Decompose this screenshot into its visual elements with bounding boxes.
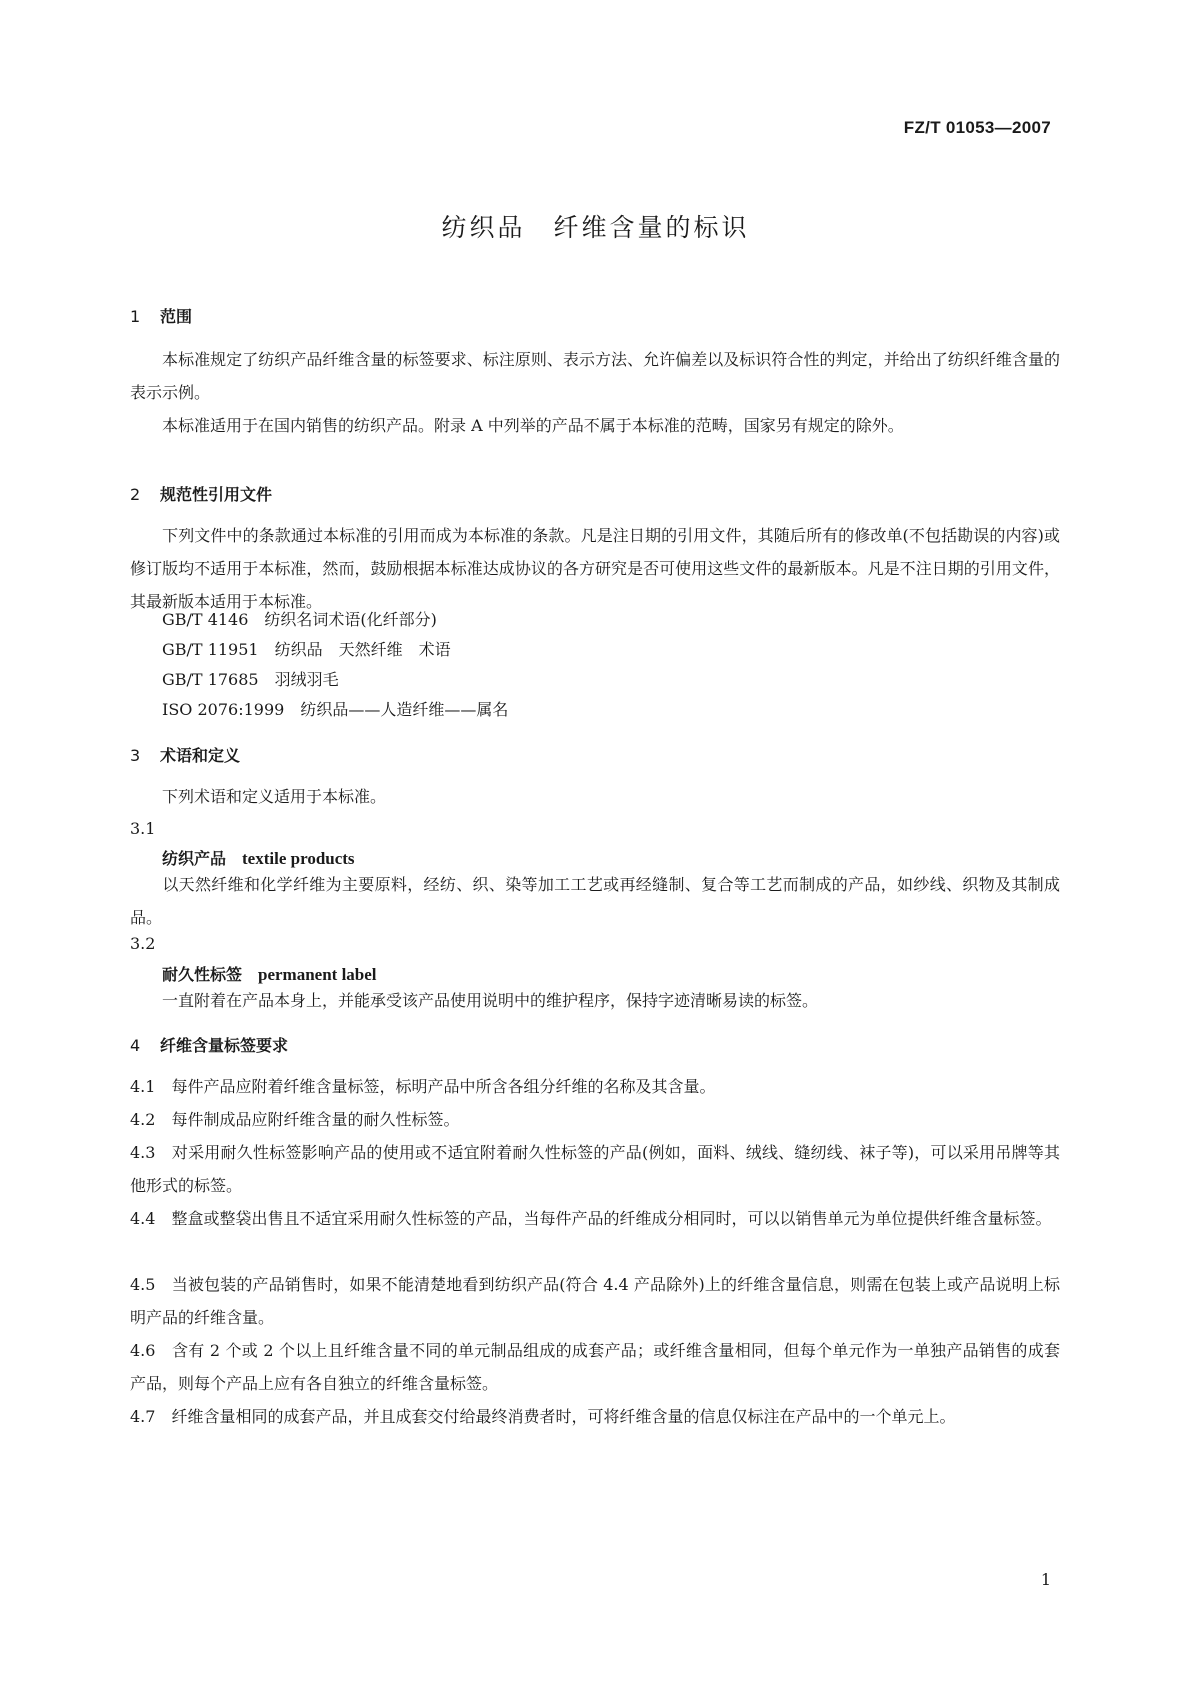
clause-4-6: 4.6 含有 2 个或 2 个以上且纤维含量不同的单元制品组成的成套产品；或纤维含量相同，但每个单元作为一单独产品销售的成套产品，则每个产品上应有各自独立的纤维含量标签。 [130, 1341, 1060, 1393]
section-number: 1 [130, 307, 141, 326]
page-number: 1 [1040, 1570, 1051, 1589]
term-definition: 一直附着在产品本身上，并能承受该产品使用说明中的维护程序，保持字迹清晰易读的标签。 [162, 991, 819, 1010]
clause-4-7: 4.7 纤维含量相同的成套产品，并且成套交付给最终消费者时，可将纤维含量的信息仅标注在产品中的一个单元上。 [130, 1407, 956, 1426]
standard-code: FZ/T 01053—2007 [903, 118, 1051, 137]
section-title: 术语和定义 [160, 746, 241, 765]
section-4-heading [130, 1033, 288, 1056]
paragraph: 本标准适用于在国内销售的纺织产品。附录 A 中列举的产品不属于本标准的范畴，国家另有规定的除外。 [162, 416, 904, 435]
term-title [162, 962, 377, 985]
section-3-heading [130, 743, 240, 766]
section-title: 范围 [160, 307, 193, 326]
section-number: 3 [130, 746, 141, 765]
term-zh: 纺织产品 [162, 849, 227, 868]
clause-4-5: 4.5 当被包装的产品销售时，如果不能清楚地看到纺织产品(符合 4.4 产品除外)上的纤维含量信息，则需在包装上或产品说明上标明产品的纤维含量。 [130, 1275, 1060, 1327]
paragraph: 本标准规定了纺织产品纤维含量的标签要求、标注原则、表示方法、允许偏差以及标识符合性的判定，并给出了纺织纤维含量的表示示例。 [130, 350, 1060, 402]
section-title: 纤维含量标签要求 [160, 1036, 289, 1055]
reference-item: GB/T 17685 羽绒羽毛 [162, 670, 339, 689]
clause-4-3: 4.3 对采用耐久性标签影响产品的使用或不适宜附着耐久性标签的产品(例如，面料、绒线、缝纫线、袜子等)，可以采用吊牌等其他形式的标签。 [130, 1143, 1060, 1195]
term-title [162, 846, 355, 869]
term-number: 3.1 [130, 819, 156, 838]
term-number: 3.2 [130, 934, 156, 953]
term-en: permanent label [258, 965, 377, 984]
section-number: 2 [130, 485, 141, 504]
term-en: textile products [242, 849, 355, 868]
paragraph: 下列术语和定义适用于本标准。 [162, 787, 387, 806]
section-2-heading [130, 482, 272, 505]
term-definition: 以天然纤维和化学纤维为主要原料，经纺、织、染等加工工艺或再经缝制、复合等工艺而制成的产品，如纱线、织物及其制成品。 [130, 875, 1060, 927]
reference-item: GB/T 11951 纺织品 天然纤维 术语 [162, 640, 451, 659]
clause-4-2: 4.2 每件制成品应附纤维含量的耐久性标签。 [130, 1110, 460, 1129]
reference-item: GB/T 4146 纺织名词术语(化纤部分) [162, 610, 437, 629]
term-zh: 耐久性标签 [162, 965, 243, 984]
clause-4-1: 4.1 每件产品应附着纤维含量标签，标明产品中所含各组分纤维的名称及其含量。 [130, 1077, 716, 1096]
section-number: 4 [130, 1036, 141, 1055]
paragraph: 下列文件中的条款通过本标准的引用而成为本标准的条款。凡是注日期的引用文件，其随后所有的修改单(不包括勘误的内容)或修订版均不适用于本标准，然而，鼓励根据本标准达成协议的各方研究是否可使用这些文件的最新版本。凡是不注日期的引用文件，其最新版本适用于本标准。 [130, 526, 1060, 611]
section-1-heading [130, 304, 192, 327]
section-title: 规范性引用文件 [160, 485, 273, 504]
reference-item: ISO 2076:1999 纺织品——人造纤维——属名 [162, 700, 509, 719]
document-title: 纺织品 纤维含量的标识 [441, 213, 750, 242]
clause-4-4: 4.4 整盒或整袋出售且不适宜采用耐久性标签的产品，当每件产品的纤维成分相同时，可以以销售单元为单位提供纤维含量标签。 [130, 1209, 1052, 1228]
